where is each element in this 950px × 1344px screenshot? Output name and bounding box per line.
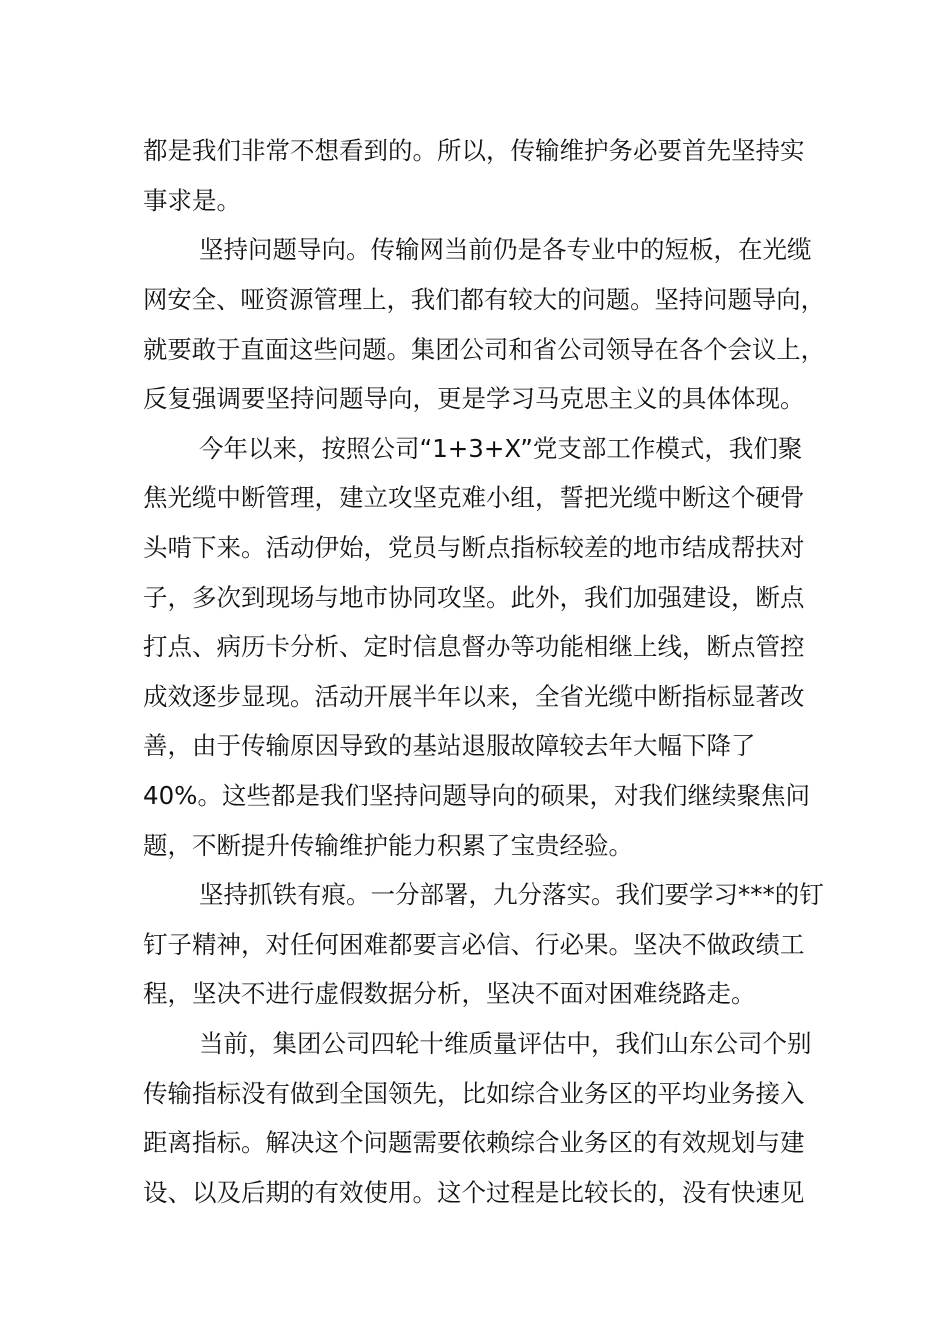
text-line: 子，多次到现场与地市协同攻坚。此外，我们加强建设，断点 bbox=[143, 583, 805, 612]
text-line: 就要敢于直面这些问题。集团公司和省公司领导在各个会议上， bbox=[143, 335, 826, 364]
text-line: 成效逐步显现。活动开展半年以来，全省光缆中断指标显著改 bbox=[143, 682, 805, 711]
text-line: 距离指标。解决这个问题需要依赖综合业务区的有效规划与建 bbox=[143, 1128, 805, 1157]
text-line: 网安全、哑资源管理上，我们都有较大的问题。坚持问题导向， bbox=[143, 285, 826, 314]
text-line: 坚持抓铁有痕。一分部署，九分落实。我们要学习***的钉 bbox=[199, 880, 824, 909]
text-line: 今年以来，按照公司“1+3+X”党支部工作模式，我们聚 bbox=[199, 434, 803, 463]
text-line: 坚持问题导向。传输网当前仍是各专业中的短板，在光缆 bbox=[199, 235, 812, 264]
text-line: 反复强调要坚持问题导向，更是学习马克思主义的具体体现。 bbox=[143, 384, 805, 413]
text-line: 钉子精神，对任何困难都要言必信、行必果。坚决不做政绩工 bbox=[143, 930, 805, 959]
text-line: 善，由于传输原因导致的基站退服故障较去年大幅下降了 bbox=[143, 731, 756, 760]
text-line: 事求是。 bbox=[143, 186, 241, 215]
text-line: 打点、病历卡分析、定时信息督办等功能相继上线，断点管控 bbox=[143, 632, 805, 661]
text-line: 传输指标没有做到全国领先，比如综合业务区的平均业务接入 bbox=[143, 1079, 805, 1108]
text-line: 40%。这些都是我们坚持问题导向的硕果，对我们继续聚焦问 bbox=[143, 781, 810, 810]
text-line: 当前，集团公司四轮十维质量评估中，我们山东公司个别 bbox=[199, 1029, 812, 1058]
text-line: 题，不断提升传输维护能力积累了宝贵经验。 bbox=[143, 831, 633, 860]
text-line: 都是我们非常不想看到的。所以，传输维护务必要首先坚持实 bbox=[143, 136, 805, 165]
text-line: 头啃下来。活动伊始，党员与断点指标较差的地市结成帮扶对 bbox=[143, 533, 805, 562]
text-line: 焦光缆中断管理，建立攻坚克难小组，誓把光缆中断这个硬骨 bbox=[143, 483, 805, 512]
text-line: 设、以及后期的有效使用。这个过程是比较长的，没有快速见 bbox=[143, 1178, 805, 1207]
text-line: 程，坚决不进行虚假数据分析，坚决不面对困难绕路走。 bbox=[143, 979, 756, 1008]
